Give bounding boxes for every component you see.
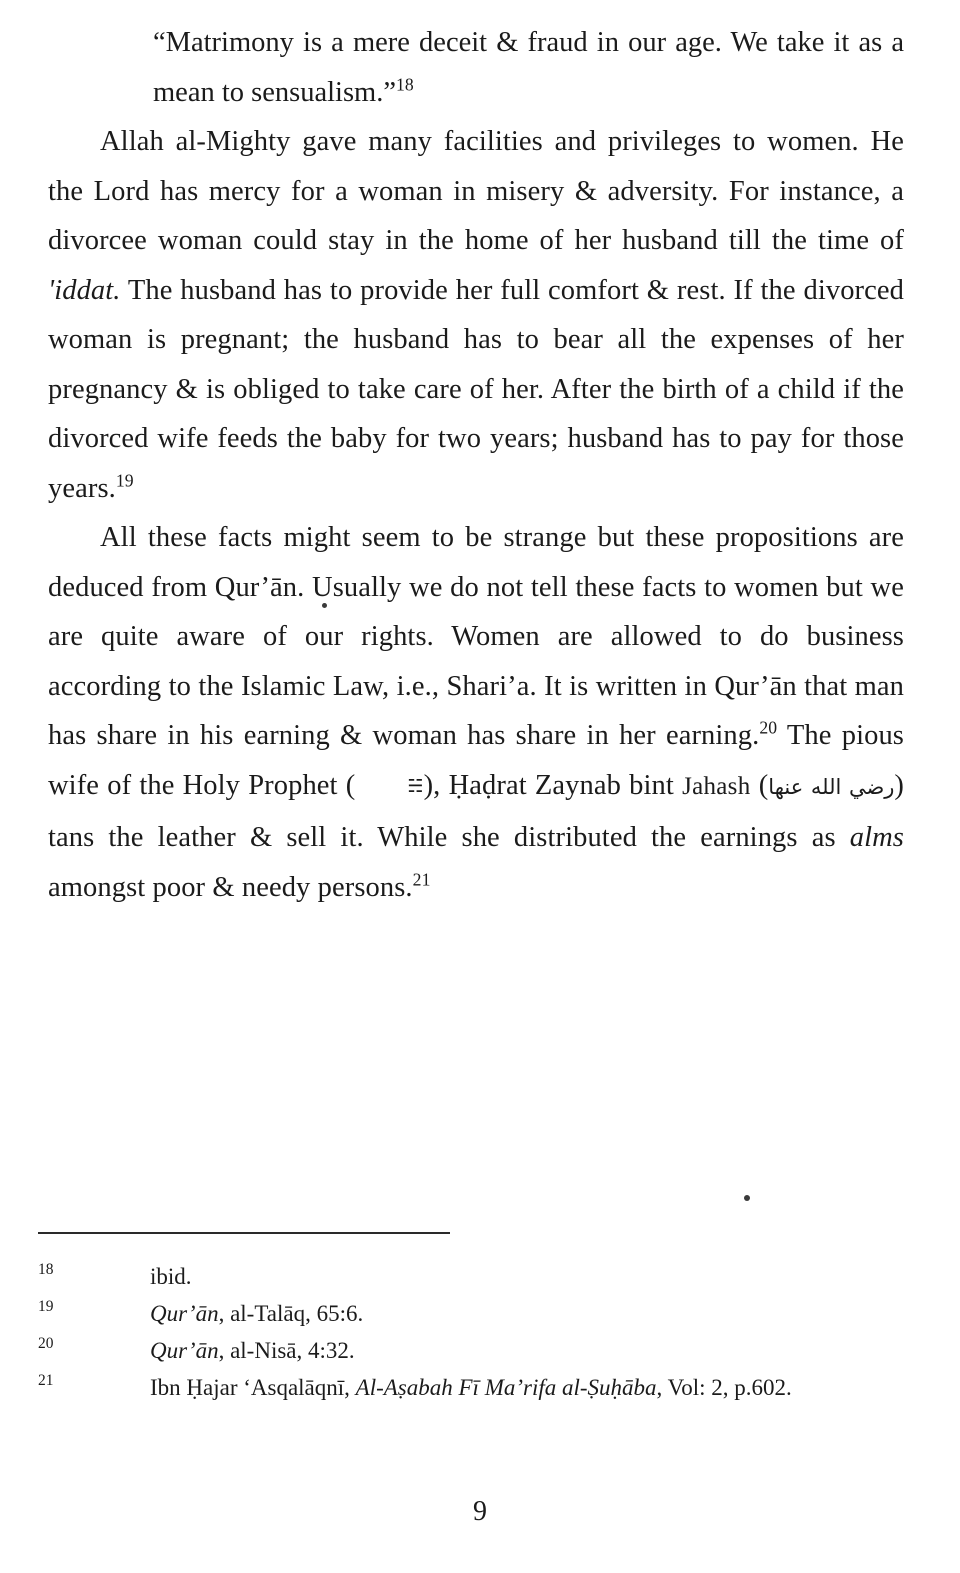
paragraph-2-footnote-marker-21: 21 xyxy=(412,869,431,889)
footnote-number: 20 xyxy=(38,1335,54,1352)
paragraph-2 xyxy=(48,513,904,912)
footnote-text xyxy=(38,1295,904,1332)
paragraph-2-part-a: All these facts might seem to be strange but these propositions are deduced from Qur’ān. Usually we do not tell these facts to women but we are quite aware of our rights. Women are allowed to do business according to the Islamic Law, i.e., Shari’a. It is written in Qur’ān that man has share in his earning & woman has share in her earning. xyxy=(48,522,904,751)
footnote-italic-title: Qur’ān xyxy=(150,1301,219,1326)
paragraph-2-italic-alms: alms xyxy=(849,822,904,853)
footnote-text xyxy=(38,1369,904,1406)
footnote-item xyxy=(38,1258,904,1295)
footnote-number: 21 xyxy=(38,1372,54,1389)
arabic-honorific-text: رضي الله عنها xyxy=(768,774,895,799)
block-quote xyxy=(48,18,904,117)
paragraph-1-footnote-marker: 19 xyxy=(115,470,134,490)
quote-text: “Matrimony is a mere deceit & fraud in our age. We take it as a mean to sensualism.” xyxy=(153,27,904,108)
page-number: 9 xyxy=(473,1496,487,1527)
footnote-number: 19 xyxy=(38,1298,54,1315)
paragraph-1 xyxy=(48,117,904,513)
sallallahu-alayhi-wasallam-seal-icon: ☵ xyxy=(407,775,424,797)
paragraph-2-part-e: amongst poor & needy persons. xyxy=(48,871,413,903)
paragraph-1-italic-iddat: 'iddat. xyxy=(48,274,121,306)
paragraph-2-footnote-marker-20: 20 xyxy=(759,717,778,738)
footnote-italic-title: Al-Aṣabah Fī Ma’rifa al-Ṣuḥāba xyxy=(355,1375,657,1400)
body-text-column xyxy=(48,18,904,912)
ink-speck-2 xyxy=(322,603,327,608)
footnote-text: ibid. xyxy=(150,1264,192,1289)
footnote-item xyxy=(38,1332,904,1369)
paragraph-2-name-jahash: Jahash xyxy=(682,772,751,800)
paragraph-1-part-a: Allah al-Mighty gave many facilities and privileges to women. He the Lord has mercy for a woman in misery & adversity. For instance, a divorcee woman could stay in the home of her husband till the time of xyxy=(48,126,904,256)
footnote-list xyxy=(38,1258,904,1406)
footnote-number: 18 xyxy=(38,1261,54,1278)
paragraph-2-part-b: The pious wife of the Holy Prophet ( xyxy=(48,720,904,801)
paragraph-2-part-c: ), Ḥaḍrat Zaynab bint xyxy=(423,769,683,801)
paragraph-2-part-d: ) tans the leather & sell it. While she distributed the earnings as xyxy=(48,769,905,853)
footnote-lead: Ibn Ḥajar ‘Asqalāqnī, xyxy=(150,1375,356,1400)
quote-footnote-marker: 18 xyxy=(396,74,414,94)
ink-speck-1 xyxy=(744,1195,750,1201)
footnote-text xyxy=(38,1332,904,1369)
footnote-item xyxy=(38,1369,904,1406)
footnote-rest: , Vol: 2, p.602. xyxy=(656,1375,792,1400)
footnote-italic-title: Qur’ān xyxy=(150,1338,219,1363)
footnote-rest: , al-Talāq, 65:6. xyxy=(218,1301,364,1326)
paragraph-1-part-b: The husband has to provide her full comfort & rest. If the divorced woman is pregnant; the husband has to bear all the expenses of her pregnancy & is obliged to take care of her. After the birth of a child if the divorced wife feeds the baby for two years; husband has to pay for those years. xyxy=(48,274,904,504)
footnote-separator-rule xyxy=(38,1232,450,1234)
footnote-rest: , al-Nisā, 4:32. xyxy=(218,1338,355,1363)
footnote-item xyxy=(38,1295,904,1332)
paragraph-2-paren-open: ( xyxy=(750,769,769,801)
